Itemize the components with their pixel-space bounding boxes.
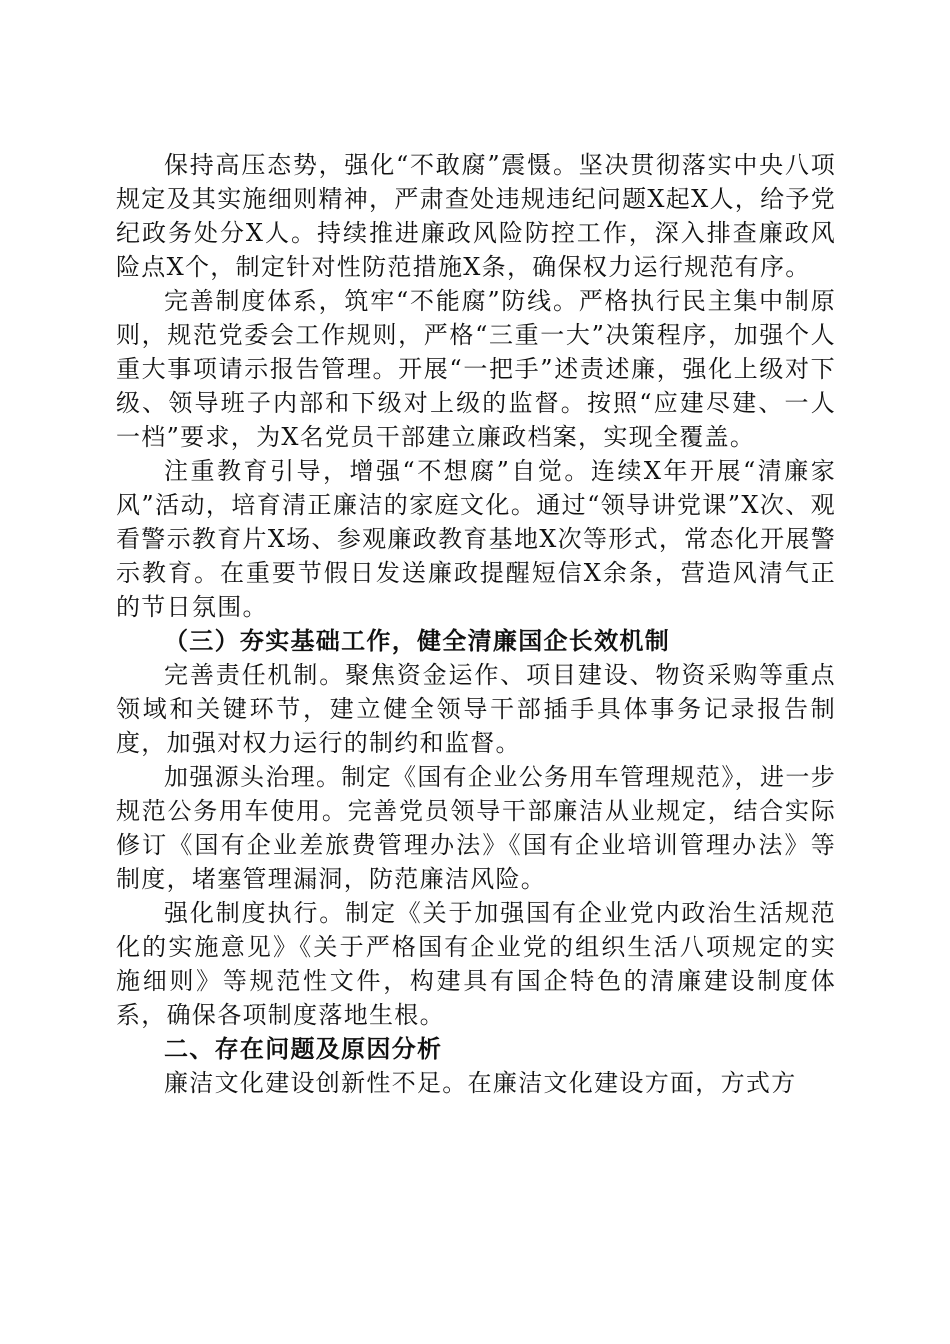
paragraph-deterrence: 保持高压态势，强化“不敢腐”震慑。坚决贯彻落实中央八项规定及其实施细则精神，严肃查处违规违纪问题X起X人，给予党纪政务处分X人。持续推进廉政风险防控工作，深入排查廉政风险点X个，制定针对性防范措施X条，确保权力运行规范有序。 (116, 151, 836, 281)
paragraph-culture: 廉洁文化建设创新性不足。在廉洁文化建设方面，方式方 (164, 1069, 797, 1097)
paragraph-enforcement: 强化制度执行。制定《关于加强国有企业党内政治生活规范化的实施意见》《关于严格国有企业党的组织生活八项规定的实施细则》等规范性文件，构建具有国企特色的清廉建设制度体系，确保各项制度落地生根。 (116, 899, 836, 1029)
document-page (116, 148, 836, 1100)
section-heading-foundation: （三）夯实基础工作，健全清廉国企长效机制 (164, 626, 670, 655)
paragraph-education: 注重教育引导，增强“不想腐”自觉。连续X年开展“清廉家风”活动，培育清正廉洁的家庭文化。通过“领导讲党课”X次、观看警示教育片X场、参观廉政教育基地X次等形式，常态化开展警示教育。在重要节假日发送廉政提醒短信X余条，营造风清气正的节日氛围。 (116, 457, 836, 621)
paragraph-system: 完善制度体系，筑牢“不能腐”防线。严格执行民主集中制原则，规范党委会工作规则，严格“三重一大”决策程序，加强个人重大事项请示报告管理。开展“一把手”述责述廉，强化上级对下级、领导班子内部和下级对上级的监督。按照“应建尽建、一人一档”要求，为X名党员干部建立廉政档案，实现全覆盖。 (116, 287, 836, 451)
chapter-heading-problems: 二、存在问题及原因分析 (164, 1035, 443, 1063)
paragraph-responsibility: 完善责任机制。聚焦资金运作、项目建设、物资采购等重点领域和关键环节，建立健全领导干部插手具体事务记录报告制度，加强对权力运行的制约和监督。 (116, 661, 836, 757)
paragraph-source-governance: 加强源头治理。制定《国有企业公务用车管理规范》，进一步规范公务用车使用。完善党员领导干部廉洁从业规定，结合实际修订《国有企业差旅费管理办法》《国有企业培训管理办法》等制度，堵塞管理漏洞，防范廉洁风险。 (116, 763, 836, 893)
